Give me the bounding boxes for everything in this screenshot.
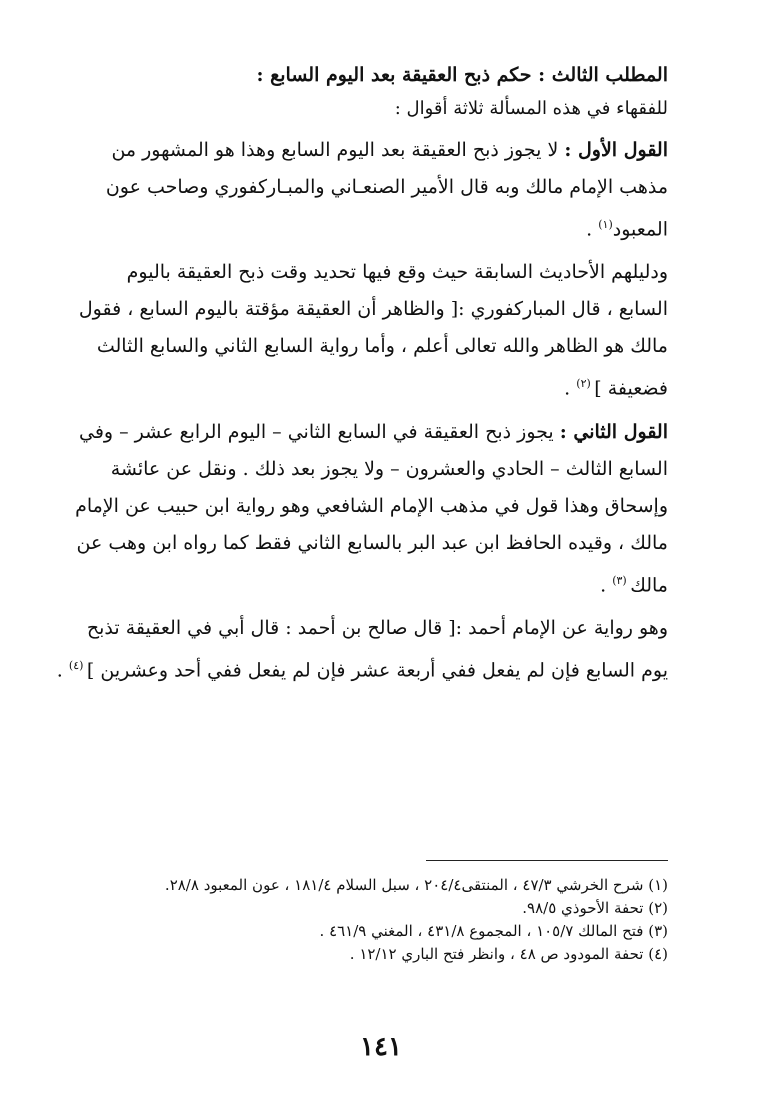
footnote: (٣) فتح المالك ١٠٥/٧ ، المجموع ٤٣١/٨ ، المغني ٤٦١/٩ .	[319, 922, 668, 940]
paragraph-line	[56, 647, 668, 689]
line-text: .	[564, 377, 577, 400]
line-text: لا يجوز ذبح العقيقة بعد اليوم السابع وهذا هو المشهور من	[111, 139, 559, 161]
paragraph-line: مالك هو الظاهر والله تعالى أعلم ، وأما رواية السابع الثاني والسابع الثالث	[96, 335, 668, 358]
paragraph-line	[79, 414, 668, 451]
line-text: مالك	[630, 573, 668, 596]
paragraph-line: السابع ، قال المباركفوري :[ والظاهر أن العقيقة مؤقتة باليوم السابع ، فقول	[78, 298, 668, 321]
paragraph-line: مذهب الإمام مالك وبه قال الأمير الصنعـاني والمبـاركفوري وصاحب عون	[105, 176, 668, 198]
line-text: .	[600, 573, 613, 596]
footnote-ref: (٤)	[68, 658, 87, 672]
paragraph-line: ودليلهم الأحاديث السابقة حيث وقع فيها تحديد وقت ذبح العقيقة باليوم	[126, 261, 668, 284]
paragraph-line	[96, 206, 668, 248]
page-body	[56, 58, 668, 689]
line-text: يوم السابع فإن لم يفعل ففي أربعة عشر فإن لم يفعل ففي أحد وعشرين ]	[86, 659, 668, 682]
line-text: المعبود	[612, 218, 668, 241]
section-heading: المطلب الثالث : حكم ذبح العقيقة بعد اليوم السابع :	[256, 64, 668, 86]
footnote-ref: (٣)	[612, 573, 631, 587]
footnote: (١) شرح الخرشي ٤٧/٣ ، المنتقى٢٠٤/٤ ، سبل السلام ١٨١/٤ ، عون المعبود ٢٨/٨.	[164, 876, 668, 894]
footnote-ref: (١)	[598, 218, 613, 231]
line-text: فضعيفة ]	[594, 377, 668, 400]
paragraph-line	[96, 365, 668, 407]
line-text: يجوز ذبح العقيقة في السابع الثاني – اليوم الرابع عشر – وفي	[79, 420, 554, 443]
paragraph-line: مالك ، وقيده الحافظ ابن عبد البر بالسابع الثاني فقط كما رواه ابن وهب عن	[76, 531, 668, 554]
paragraph-first-opinion	[96, 132, 668, 248]
paragraph-ahmad-narration	[56, 610, 668, 689]
paragraph-line	[96, 132, 668, 169]
page-number: ١٤١	[360, 1032, 402, 1062]
line-text: .	[586, 218, 599, 241]
paragraph-line: وإسحاق وهذا قول في مذهب الإمام الشافعي وهو رواية ابن حبيب عن الإمام	[75, 494, 668, 517]
opinion-label: القول الثاني :	[559, 420, 668, 443]
paragraph-evidence	[78, 254, 668, 407]
paragraph-line	[96, 562, 668, 604]
paragraph-line: وهو رواية عن الإمام أحمد :[ قال صالح بن أحمد : قال أبي في العقيقة تذبح	[86, 616, 668, 639]
footnote-divider	[426, 860, 668, 861]
paragraph-second-opinion	[75, 414, 668, 604]
footnote-ref: (٢)	[576, 377, 595, 391]
paragraph-line: السابع الثالث – الحادي والعشرون – ولا يجوز بعد ذلك . ونقل عن عائشة	[110, 457, 668, 480]
line-text: .	[56, 659, 69, 682]
footnotes	[96, 874, 668, 966]
footnote: (٤) تحفة المودود ص ٤٨ ، وانظر فتح الباري ١٢/١٢ .	[349, 945, 668, 963]
footnote: (٢) تحفة الأحوذي ٩٨/٥.	[522, 899, 668, 917]
intro-line: للفقهاء في هذه المسألة ثلاثة أقوال :	[394, 98, 668, 119]
opinion-label: القول الأول :	[564, 139, 668, 161]
